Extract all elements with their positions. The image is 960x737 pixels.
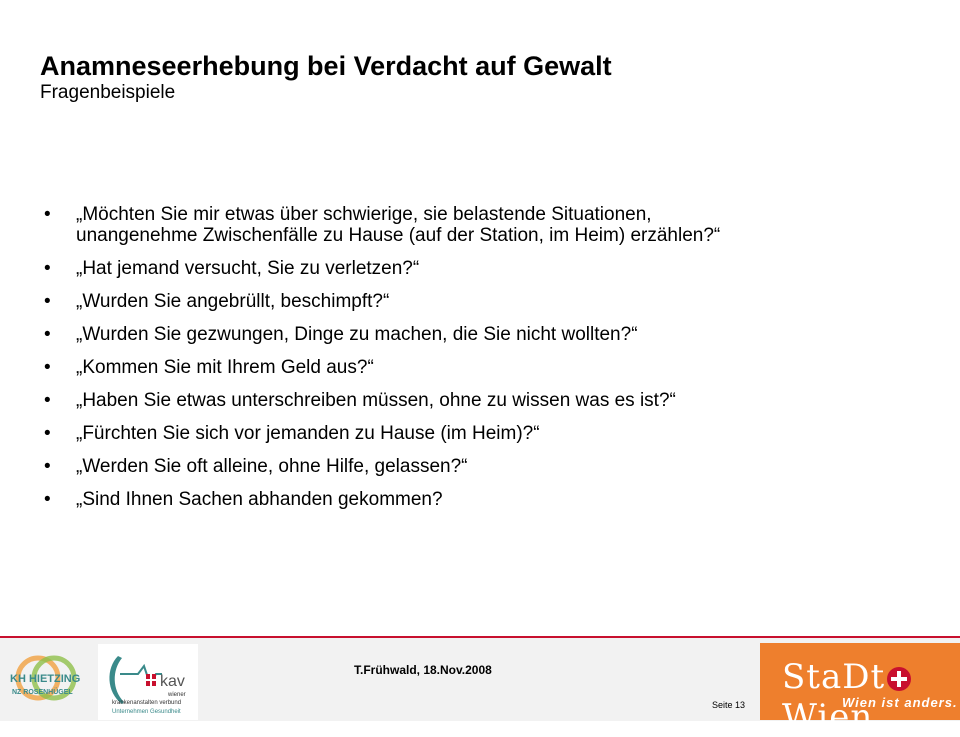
slide-header: [40, 50, 612, 104]
list-item: [44, 390, 924, 411]
kav-swoosh: [109, 656, 124, 704]
list-item: [44, 204, 924, 246]
kav-logo: [98, 644, 198, 720]
footer-divider: [0, 636, 960, 638]
list-item: [44, 258, 924, 279]
list-item-text: „Möchten Sie mir etwas über schwierige, sie belastende Situationen,: [76, 204, 652, 225]
vienna-cross-icon: [887, 667, 911, 691]
bullet-icon: •: [44, 423, 51, 444]
page-number: Seite 13: [712, 700, 746, 710]
bullet-icon: •: [44, 456, 51, 477]
list-item-text: „Werden Sie oft alleine, ohne Hilfe, gelassen?“: [76, 456, 468, 477]
kav-line2: krankenanstalten verbund: [112, 700, 182, 706]
list-item: [44, 324, 924, 345]
bullet-icon: •: [44, 390, 51, 411]
list-item: [44, 291, 924, 312]
stadt-wien-logo: [760, 643, 960, 737]
kh-hietzing-logo: [8, 648, 92, 714]
list-item: [44, 423, 924, 444]
list-item-text: „Kommen Sie mit Ihrem Geld aus?“: [76, 357, 374, 378]
list-item-text: „Fürchten Sie sich vor jemanden zu Hause (im Heim)?“: [76, 423, 540, 444]
bullet-icon: •: [44, 258, 51, 279]
stadt-left-text: StaDt: [782, 657, 886, 697]
bullet-icon: •: [44, 291, 51, 312]
list-item: [44, 357, 924, 378]
bullet-icon: •: [44, 357, 51, 378]
list-item-text: „Wurden Sie angebrüllt, beschimpft?“: [76, 291, 390, 312]
list-item-text: „Wurden Sie gezwungen, Dinge zu machen, die Sie nicht wollten?“: [76, 324, 638, 345]
list-item-text: „Sind Ihnen Sachen abhanden gekommen?: [76, 489, 443, 510]
list-item-text: „Haben Sie etwas unterschreiben müssen, ohne zu wissen was es ist?“: [76, 390, 676, 411]
bullet-icon: •: [44, 324, 51, 345]
list-item: [44, 456, 924, 477]
bullet-icon: •: [44, 204, 51, 225]
stadt-tagline: Wien ist anders.: [842, 695, 958, 710]
list-item-text: „Hat jemand versucht, Sie zu verletzen?“: [76, 258, 420, 279]
list-item: [44, 489, 924, 510]
question-list: [44, 204, 924, 522]
slide-subtitle: Fragenbeispiele: [40, 82, 176, 103]
stadt-right-text: Wien: [782, 697, 874, 737]
logo-kh-line1: KH HIETZING: [10, 673, 81, 685]
list-item-text: unangenehme Zwischenfälle zu Hause (auf der Station, im Heim) erzählen?“: [76, 225, 721, 246]
slide-title: Anamneseerhebung bei Verdacht auf Gewalt: [40, 51, 612, 81]
kav-line1: wiener: [168, 692, 186, 698]
kav-line3: Unternehmen Gesundheit: [112, 709, 181, 715]
logo-kh-line2: NZ ROSENHÜGEL: [12, 689, 73, 696]
footer-author-date: T.Frühwald, 18.Nov.2008: [354, 663, 492, 677]
kav-wordmark: kav: [160, 673, 185, 690]
bullet-icon: •: [44, 489, 51, 510]
